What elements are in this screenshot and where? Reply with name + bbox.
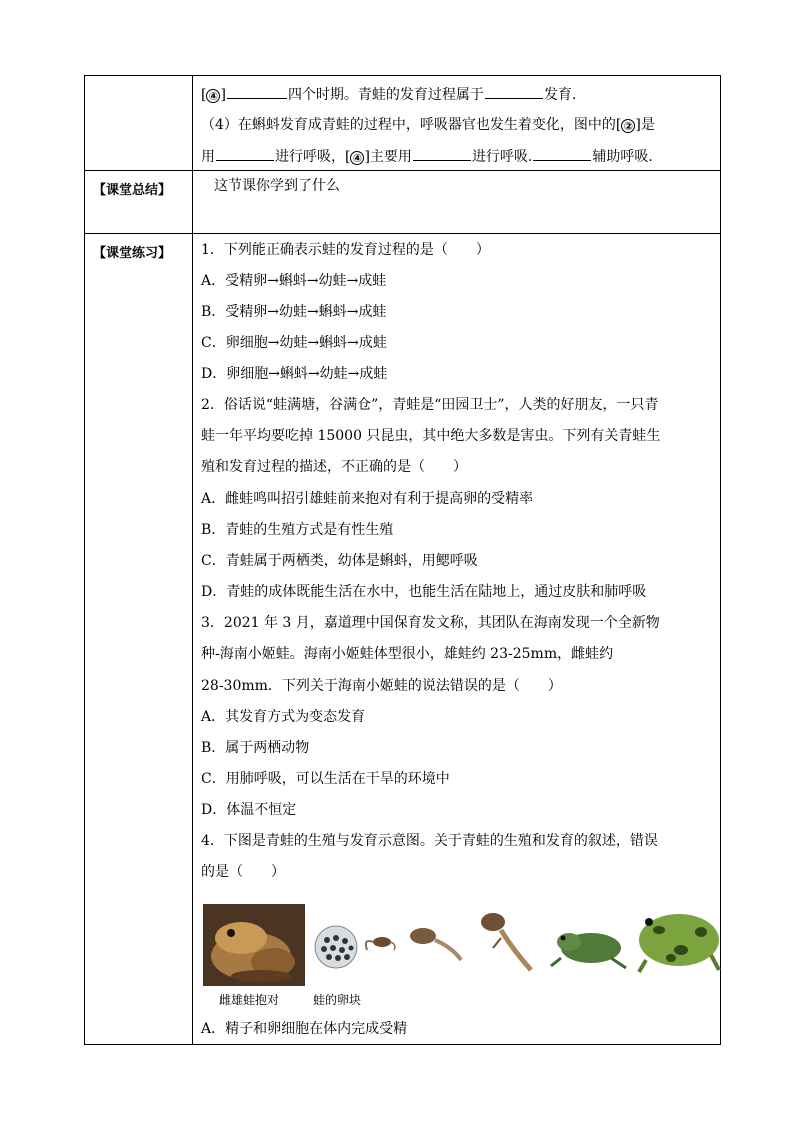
continuation-text: 发育.: [543, 87, 577, 103]
practice-content-cell: [194, 234, 720, 1044]
continuation-label-cell: [85, 76, 193, 170]
circled-number-2: ②: [621, 119, 635, 133]
question-4-text: ]是: [635, 117, 655, 133]
circled-number-4: ④: [350, 151, 364, 165]
question-4-text: 辅助呼吸.: [592, 149, 653, 165]
answer-blank[interactable]: [227, 85, 287, 99]
option-line[interactable]: C．用肺呼吸，可以生活在干旱的环境中: [201, 771, 450, 787]
circled-number-4: ④: [206, 89, 220, 103]
option-line[interactable]: B．青蛙的生殖方式是有性生殖: [201, 522, 394, 538]
question-line: 1．下列能正确表示蛙的发育过程的是（ ）: [201, 242, 490, 258]
question-line: 殖和发育过程的描述，不正确的是（ ）: [201, 459, 467, 475]
option-line[interactable]: D．体温不恒定: [201, 802, 297, 818]
question-line: 蛙一年平均要吃掉 15000 只昆虫，其中绝大多数是害虫。下列有关青蛙生: [201, 428, 661, 444]
question-line: 4．下图是青蛙的生殖与发育示意图。关于青蛙的生殖和发育的叙述，错误: [201, 833, 658, 849]
question-4-text: ]主要用: [364, 149, 412, 165]
tadpole-with-legs: [481, 913, 531, 970]
option-line[interactable]: A．精子和卵细胞在体内完成受精: [201, 1021, 408, 1037]
question-4-text: 用: [201, 149, 215, 165]
practice-label: 【课堂练习】: [93, 246, 172, 261]
question-line: 2．俗话说“蛙满塘，谷满仓”，青蛙是“田园卫士”，人类的好朋友，一只青: [201, 397, 659, 413]
answer-blank[interactable]: [485, 85, 543, 99]
question-4-text: 进行呼吸.: [471, 149, 533, 165]
option-line[interactable]: B．属于两栖动物: [201, 740, 310, 756]
froglet: [551, 933, 626, 968]
continuation-content-cell: [194, 76, 720, 170]
continuation-row: [85, 76, 720, 171]
option-line[interactable]: A．其发育方式为变态发育: [201, 709, 366, 725]
option-line[interactable]: D．卵细胞→蝌蚪→幼蛙→成蛙: [201, 366, 388, 382]
egg-mass-caption: 蛙的卵块: [313, 993, 362, 1007]
option-line[interactable]: B．受精卵→幼蛙→蝌蚪→成蛙: [201, 304, 387, 320]
summary-content-cell[interactable]: [194, 171, 720, 233]
option-line[interactable]: A．受精卵→蝌蚪→幼蛙→成蛙: [201, 273, 387, 289]
answer-blank[interactable]: [216, 147, 274, 161]
mating-frogs-caption: 雌雄蛙抱对: [219, 993, 280, 1007]
mating-frogs-photo: [203, 904, 305, 986]
early-tadpole: [366, 937, 395, 950]
adult-frog: [639, 914, 719, 972]
question-4-text: 进行呼吸，[: [275, 149, 351, 165]
tadpole: [410, 928, 461, 960]
bracket-open: [: [201, 87, 207, 103]
summary-label-cell: [85, 171, 193, 233]
bracket-close: ]: [220, 87, 226, 103]
question-line: 28-30mm．下列关于海南小姬蛙的说法错误的是（ ）: [201, 678, 562, 694]
question-line: 种-海南小姬蛙。海南小姬蛙体型很小，雄蛙约 23-25mm，雌蛙约: [201, 646, 614, 662]
continuation-line-3: [201, 147, 653, 166]
answer-blank[interactable]: [413, 147, 471, 161]
question-line: 3．2021 年 3 月，嘉道理中国保育发文称，其团队在海南发现一个全新物: [201, 615, 660, 631]
frog-egg-mass: [315, 926, 357, 968]
summary-label: 【课堂总结】: [93, 183, 172, 198]
question-4-text: （4）在蝌蚪发育成青蛙的过程中，呼吸器官也发生着变化，图中的[: [201, 117, 622, 133]
summary-row: [85, 171, 720, 234]
continuation-text: 四个时期。青蛙的发育过程属于: [287, 87, 484, 103]
option-line[interactable]: A．雌蛙鸣叫招引雄蛙前来抱对有利于提高卵的受精率: [201, 491, 534, 507]
option-line[interactable]: D．青蛙的成体既能生活在水中，也能生活在陆地上，通过皮肤和肺呼吸: [201, 584, 647, 600]
option-line[interactable]: C．青蛙属于两栖类，幼体是蝌蚪，用鳃呼吸: [201, 553, 478, 569]
summary-prompt: 这节课你学到了什么: [214, 178, 340, 194]
worksheet-table: [84, 75, 721, 1045]
answer-blank[interactable]: [533, 147, 591, 161]
practice-label-cell: [85, 234, 193, 1044]
question-line: 的是（ ）: [201, 864, 285, 880]
practice-row: [85, 234, 720, 1044]
continuation-line-2: [201, 116, 655, 134]
continuation-line-1: [201, 85, 576, 104]
frog-development-illustration: [201, 900, 721, 1012]
option-line[interactable]: C．卵细胞→幼蛙→蝌蚪→成蛙: [201, 335, 387, 351]
